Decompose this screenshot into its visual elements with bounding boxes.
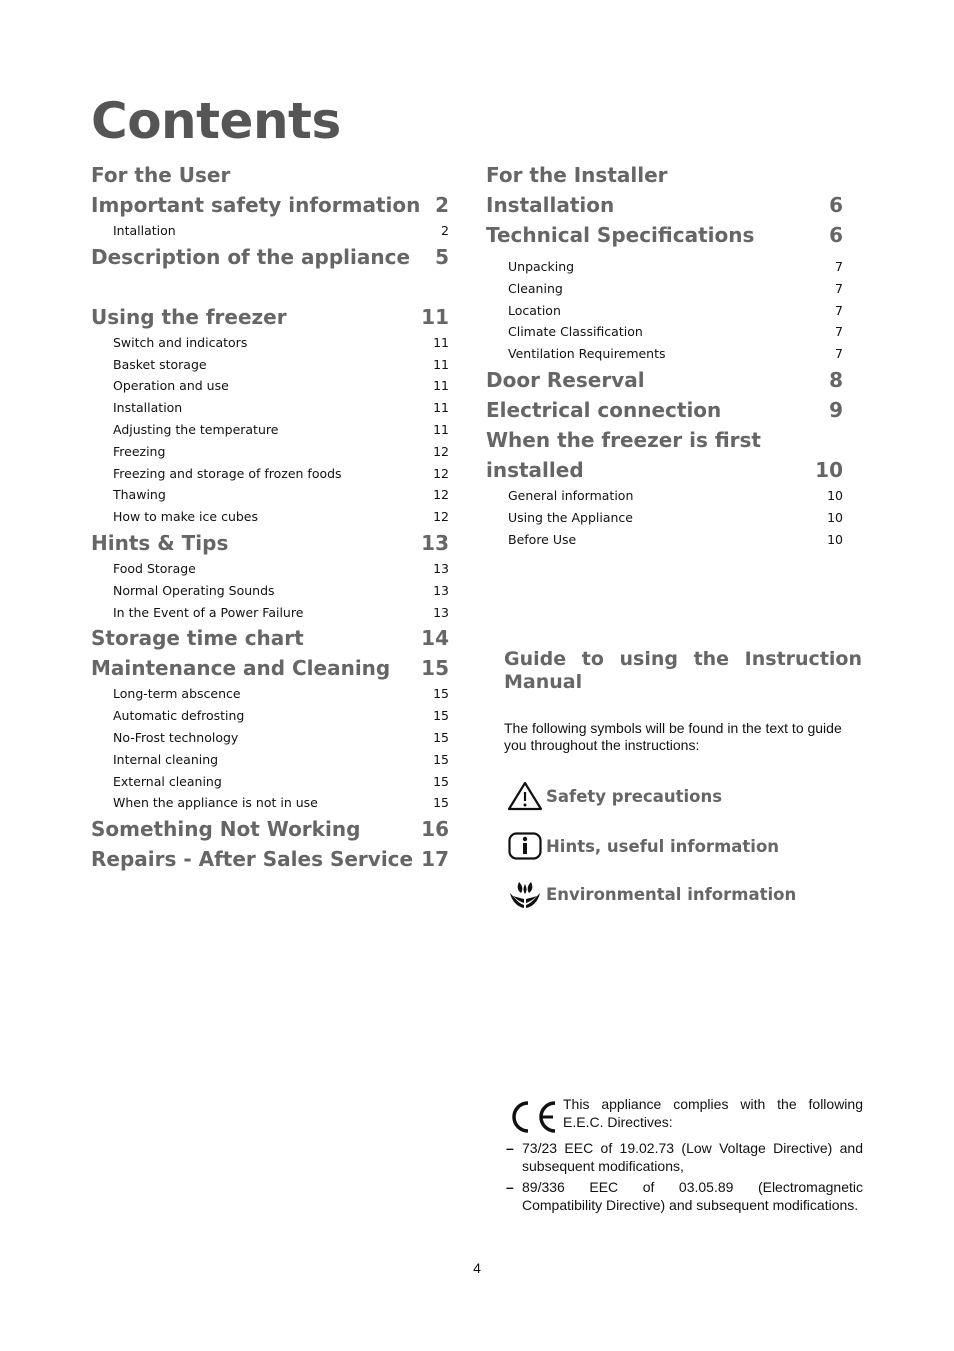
toc-entry xyxy=(91,375,449,397)
toc-entry xyxy=(91,749,449,771)
toc-entry xyxy=(91,463,449,485)
toc-heading-page: 6 xyxy=(829,223,843,247)
toc-heading-page: 10 xyxy=(815,457,843,482)
toc-entry xyxy=(486,343,843,365)
toc-heading-title: Electrical connection xyxy=(486,397,722,422)
toc-entry-label: Before Use xyxy=(508,531,577,547)
toc-entry-label: Ventilation Requirements xyxy=(508,346,666,362)
toc-entry-label: Automatic defrosting xyxy=(113,708,245,724)
toc-entry-page: 7 xyxy=(835,259,843,274)
toc-entry xyxy=(91,332,449,354)
toc-heading-page: 11 xyxy=(421,304,449,329)
toc-entry-page: 7 xyxy=(835,280,843,296)
toc-entry-page: 7 xyxy=(835,346,843,362)
toc-heading-title: Technical Specifications xyxy=(486,223,755,247)
guide-section xyxy=(504,648,862,754)
toc-entry-page: 11 xyxy=(433,334,449,350)
toc-heading xyxy=(91,302,449,332)
toc-entry xyxy=(91,705,449,727)
toc-heading-title: For the Installer xyxy=(486,163,668,187)
toc-entry-label: Location xyxy=(508,302,561,318)
toc-entry xyxy=(486,256,843,278)
toc-entry-page: 15 xyxy=(433,773,449,789)
toc-entry-label: Climate Classification xyxy=(508,324,643,340)
toc-entry-page: 11 xyxy=(433,421,449,437)
toc-heading xyxy=(91,160,449,190)
toc-entry-label: Internal cleaning xyxy=(113,751,219,767)
toc-entry-label: Unpacking xyxy=(508,259,575,274)
toc-entry-page: 11 xyxy=(433,356,449,372)
toc-heading-title: Storage time chart xyxy=(91,626,304,651)
toc-heading xyxy=(486,365,843,395)
toc-entry-label: General information xyxy=(508,487,634,503)
toc-entry-page: 10 xyxy=(827,509,843,525)
toc-entry-page: 12 xyxy=(433,465,449,481)
toc-entry-page: 13 xyxy=(433,582,449,598)
toc-heading-title: When the freezer is first xyxy=(486,427,761,452)
toc-entry xyxy=(91,220,449,242)
toc-entry-label: Freezing and storage of frozen foods xyxy=(113,465,342,481)
toc-heading xyxy=(91,242,449,272)
toc-heading-page: 8 xyxy=(829,367,843,392)
toc-entry-page: 13 xyxy=(433,604,449,620)
toc-entry-page: 10 xyxy=(827,531,843,547)
warning-triangle-icon xyxy=(507,780,543,812)
toc-heading-title: Hints & Tips xyxy=(91,530,229,555)
toc-heading-page: 14 xyxy=(421,626,449,651)
compliance-intro: This appliance complies with the following E.E.C. Directives: xyxy=(563,1096,863,1130)
toc-entry-label: Food Storage xyxy=(113,560,196,576)
toc-entry-page: 13 xyxy=(433,560,449,576)
toc-entry-page: 12 xyxy=(433,487,449,503)
toc-entry xyxy=(91,683,449,705)
toc-heading-title: installed xyxy=(486,457,584,482)
symbol-label: Hints, useful information xyxy=(546,836,780,856)
toc-entry xyxy=(486,507,843,529)
toc-heading xyxy=(91,272,449,302)
toc-heading xyxy=(486,160,843,190)
toc-entry-label: Freezing xyxy=(113,443,166,459)
toc-heading xyxy=(486,395,843,425)
toc-entry xyxy=(486,529,843,551)
toc-entry-label: Using the Appliance xyxy=(508,509,633,525)
list-dash: – xyxy=(506,1140,514,1156)
toc-heading-title: Installation xyxy=(486,193,615,217)
toc-entry-label: Operation and use xyxy=(113,378,229,394)
toc-entry-label: External cleaning xyxy=(113,773,222,789)
toc-heading-title: Using the freezer xyxy=(91,304,287,329)
compliance-block xyxy=(506,1096,863,1214)
toc-entry xyxy=(486,278,843,300)
toc-entry-label: In the Event of a Power Failure xyxy=(113,604,304,620)
directive-item xyxy=(506,1140,863,1175)
info-icon xyxy=(507,830,543,862)
toc-entry xyxy=(91,484,449,506)
toc-entry xyxy=(486,300,843,322)
toc-heading-page: 2 xyxy=(435,193,449,217)
toc-heading-page: 9 xyxy=(829,397,843,422)
toc-entry-label: How to make ice cubes xyxy=(113,509,259,525)
toc-entry xyxy=(91,580,449,602)
toc-entry-page: 2 xyxy=(441,223,449,238)
toc-heading-page: 5 xyxy=(435,244,449,269)
toc-heading-title: Something Not Working xyxy=(91,817,361,842)
toc-heading-title: Description of the appliance xyxy=(91,244,411,269)
ce-mark-icon xyxy=(506,1098,558,1136)
toc-entry-label: Adjusting the temperature xyxy=(113,421,279,437)
toc-heading-page: 15 xyxy=(421,656,449,681)
toc-entry xyxy=(91,441,449,463)
toc-entry-label: Cleaning xyxy=(508,280,563,296)
toc-heading xyxy=(486,455,843,485)
guide-title: Guide to using the Instruction Manual xyxy=(504,648,862,693)
toc-entry xyxy=(91,506,449,528)
toc-left-column xyxy=(91,160,449,874)
symbol-label: Environmental information xyxy=(546,884,797,904)
toc-entry-page: 15 xyxy=(433,708,449,724)
toc-entry xyxy=(91,419,449,441)
list-dash: – xyxy=(506,1179,514,1195)
toc-entry-label: Basket storage xyxy=(113,356,207,372)
toc-entry-page: 12 xyxy=(433,509,449,525)
toc-heading xyxy=(91,528,449,558)
toc-entry xyxy=(486,485,843,507)
toc-entry-label: Intallation xyxy=(113,223,176,238)
environment-plant-icon xyxy=(507,878,543,910)
toc-heading-title: Door Reserval xyxy=(486,367,645,392)
toc-heading xyxy=(486,425,843,455)
toc-heading xyxy=(486,220,843,250)
toc-heading-page: 6 xyxy=(829,193,843,217)
directive-item xyxy=(506,1179,863,1214)
toc-entry xyxy=(486,321,843,343)
directive-text: 73/23 EEC of 19.02.73 (Low Voltage Directive) and subsequent modifications, xyxy=(522,1140,863,1174)
toc-entry-label: Installation xyxy=(113,400,183,416)
toc-entry-page: 15 xyxy=(433,795,449,811)
toc-entry xyxy=(91,792,449,814)
toc-entry-label: Normal Operating Sounds xyxy=(113,582,275,598)
toc-entry-label: When the appliance is not in use xyxy=(113,795,318,811)
toc-entry-page: 7 xyxy=(835,324,843,340)
toc-right-column xyxy=(486,160,843,550)
toc-heading-title: Repairs - After Sales Service xyxy=(91,847,414,872)
toc-entry-label: No-Frost technology xyxy=(113,729,239,745)
directive-text: 89/336 EEC of 03.05.89 (Electromagnetic Compatibility Directive) and subsequent modifications. xyxy=(522,1179,863,1213)
toc-entry-page: 11 xyxy=(433,378,449,394)
toc-entry-page: 15 xyxy=(433,751,449,767)
toc-entry xyxy=(91,397,449,419)
toc-entry xyxy=(91,771,449,793)
toc-heading xyxy=(91,653,449,683)
toc-entry-label: Switch and indicators xyxy=(113,334,248,350)
symbol-hints xyxy=(507,830,779,862)
toc-entry-page: 15 xyxy=(433,729,449,745)
toc-heading xyxy=(91,844,449,874)
page-number: 4 xyxy=(473,1260,481,1276)
toc-heading-title: Maintenance and Cleaning xyxy=(91,656,391,681)
toc-heading xyxy=(486,190,843,220)
symbol-label: Safety precautions xyxy=(546,786,723,806)
toc-heading-title: For the User xyxy=(91,163,231,187)
toc-heading-page: 13 xyxy=(421,530,449,555)
symbol-safety xyxy=(507,780,722,812)
toc-heading xyxy=(91,190,449,220)
toc-entry xyxy=(91,354,449,376)
toc-entry-page: 7 xyxy=(835,302,843,318)
toc-entry xyxy=(91,602,449,624)
toc-heading-page: 17 xyxy=(421,847,449,872)
toc-entry xyxy=(91,558,449,580)
toc-entry-page: 10 xyxy=(827,487,843,503)
toc-heading xyxy=(91,814,449,844)
toc-entry-label: Long-term abscence xyxy=(113,686,241,702)
toc-entry-page: 11 xyxy=(433,400,449,416)
toc-entry-label: Thawing xyxy=(113,487,166,503)
page-title: Contents xyxy=(91,92,341,150)
toc-entry xyxy=(91,727,449,749)
toc-entry-page: 12 xyxy=(433,443,449,459)
toc-heading-title: Important safety information xyxy=(91,193,421,217)
toc-entry-page: 15 xyxy=(433,686,449,702)
toc-heading xyxy=(91,623,449,653)
toc-heading-page: 16 xyxy=(421,817,449,842)
guide-text: The following symbols will be found in the text to guide you throughout the instructions: xyxy=(504,720,842,753)
symbol-environment xyxy=(507,878,796,910)
